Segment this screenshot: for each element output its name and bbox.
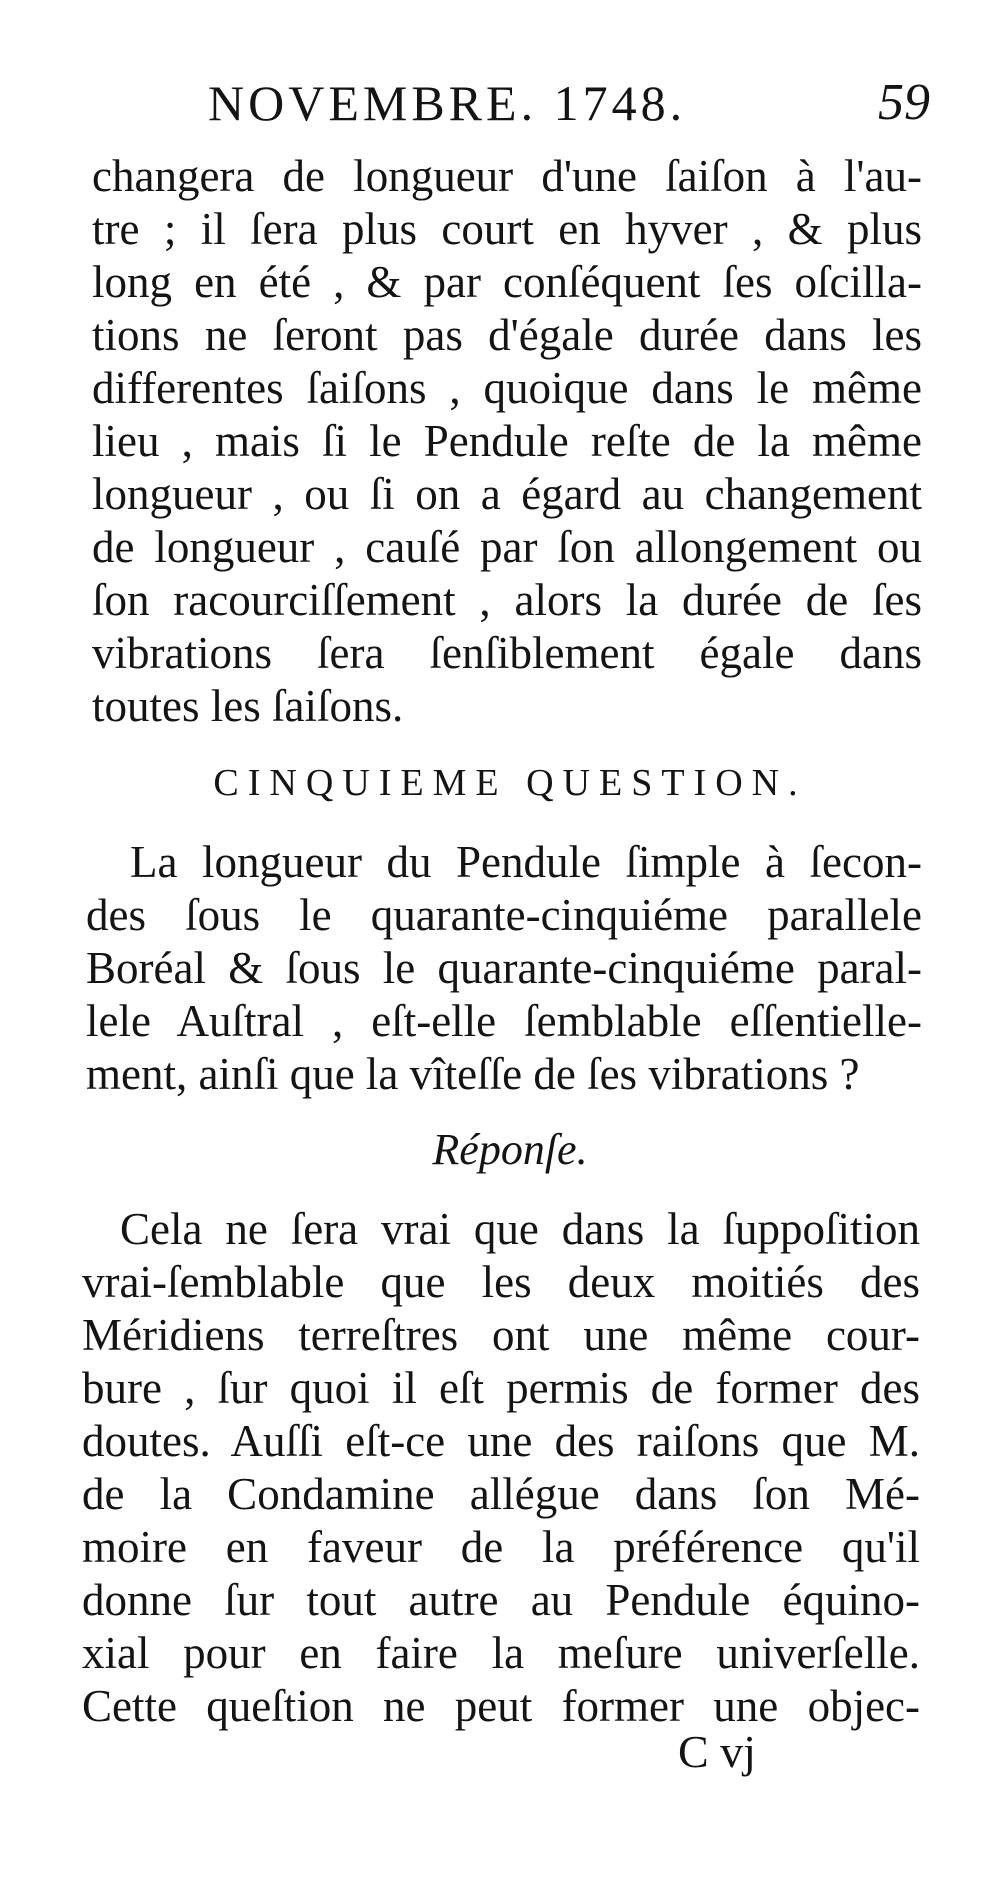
text-line: lele Auſtral , eſt-elle ſemblable eſſentielle- <box>86 996 922 1046</box>
signature-mark: C vj <box>678 1726 756 1777</box>
text-line: ment, ainſi que la vîteſſe de ſes vibrations ? <box>86 1049 860 1099</box>
reponse-label: Réponſe. <box>432 1125 588 1174</box>
running-title: NOVEMBRE. 1748. <box>208 75 687 131</box>
answer-paragraph <box>82 1203 920 1733</box>
question-paragraph <box>86 836 922 1101</box>
section-heading: CINQUIEME QUESTION. <box>213 762 807 804</box>
text-line: de la Condamine allégue dans ſon Mé- <box>82 1469 920 1519</box>
text-line: Cette queſtion ne peut former une objec- <box>82 1681 920 1731</box>
text-line: tions ne ſeront pas d'égale durée dans les <box>92 310 922 360</box>
text-line: donne ſur tout autre au Pendule équino- <box>82 1575 920 1625</box>
paragraph-continuation <box>92 150 922 733</box>
text-line: longueur , ou ſi on a égard au changement <box>92 469 922 519</box>
text-line: de longueur , cauſé par ſon allongement ou <box>92 522 922 572</box>
text-line: Boréal & ſous le quarante-cinquiéme paral- <box>86 943 922 993</box>
page-number: 59 <box>878 74 930 131</box>
text-line: lieu , mais ſi le Pendule reſte de la même <box>92 416 922 466</box>
text-line: Cela ne ſera vrai que dans la ſuppoſition <box>120 1204 920 1254</box>
text-line: xial pour en faire la meſure univerſelle. <box>82 1628 920 1678</box>
text-line: toutes les ſaiſons. <box>92 681 404 731</box>
text-line: ſon racourciſſement , alors la durée de ſes <box>92 575 922 625</box>
text-line: doutes. Auſſi eſt-ce une des raiſons que M. <box>82 1416 920 1466</box>
text-line: bure , ſur quoi il eſt permis de former des <box>82 1363 920 1413</box>
text-line: moire en faveur de la préférence qu'il <box>82 1522 920 1572</box>
text-line: differentes ſaiſons , quoique dans le même <box>92 363 922 413</box>
text-line: des ſous le quarante-cinquiéme parallele <box>86 890 922 940</box>
text-line: vrai-ſemblable que les deux moitiés des <box>82 1257 920 1307</box>
text-line: La longueur du Pendule ſimple à ſecon- <box>130 837 922 887</box>
text-line: vibrations ſera ſenſiblement égale dans <box>92 628 922 678</box>
running-head <box>90 68 930 138</box>
text-line: changera de longueur d'une ſaiſon à l'au- <box>92 151 922 201</box>
text-line: tre ; il ſera plus court en hyver , & plus <box>92 204 922 254</box>
text-line: long en été , & par conſéquent ſes oſcilla- <box>92 257 922 307</box>
text-line: Méridiens terreſtres ont une même cour- <box>82 1310 920 1360</box>
